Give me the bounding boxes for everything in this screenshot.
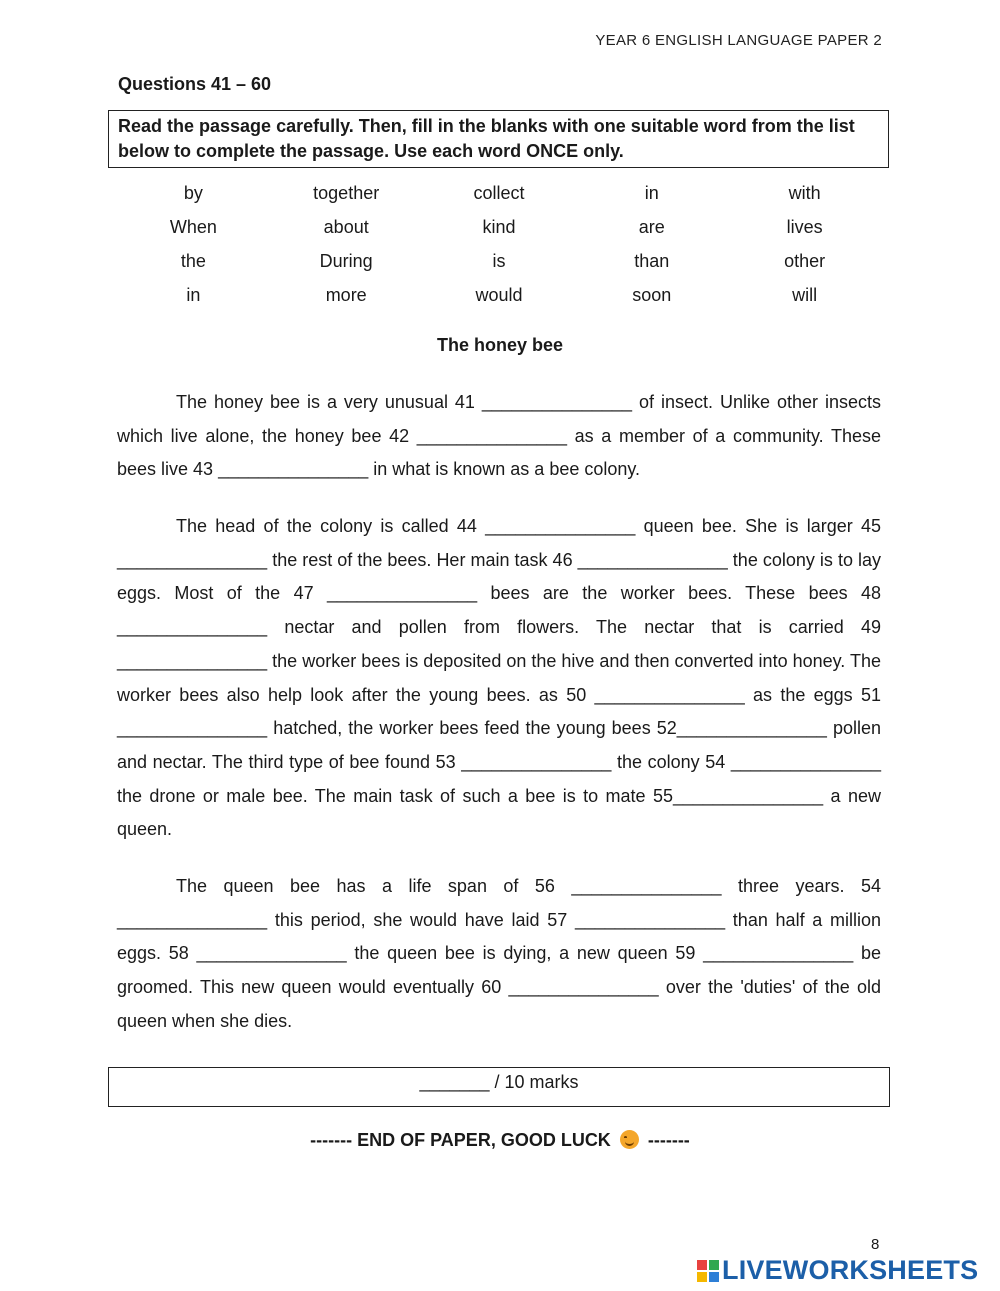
word-item: about — [323, 216, 369, 237]
word-list — [117, 176, 881, 312]
word-item: kind — [482, 216, 516, 237]
end-of-paper — [0, 1130, 1000, 1151]
word-row — [117, 176, 881, 210]
word-item: with — [788, 182, 821, 203]
word-item: other — [784, 250, 826, 271]
passage-title: The honey bee — [436, 335, 564, 355]
logo-text: LIVEWORKSHEETS — [722, 1255, 979, 1285]
passage-paragraph-2: The head of the colony is called 44 _______________ queen bee. She is larger 45 _______________ the rest of the bees. Her main task 46 _______________ the colony is to lay eggs. Most of the 47 _______________ bees are the worker bees. These bees 48 _______________ nectar and pollen from flowers. The nectar that is carried 49 _______________ the worker bees is deposited on the hive and then converted into honey. The worker bees also help look after the young bees. as 50 _______________ as the eggs 51 _______________ hatched, the worker bees feed the young bees 52_______________ pollen and nectar. The third type of bee found 53 _______________ the colony 54 _______________ the drone or male bee. The main task of such a bee is to mate 55_______________ a new queen. — [117, 516, 881, 840]
section-title: Questions 41 – 60 — [118, 74, 272, 94]
liveworksheets-logo — [697, 1255, 978, 1286]
word-item: During — [319, 250, 373, 271]
word-item: will — [792, 284, 818, 305]
word-item: by — [183, 182, 203, 203]
logo-icon — [697, 1260, 719, 1282]
word-item: than — [634, 250, 670, 271]
word-item: would — [475, 284, 523, 305]
word-item: the — [180, 250, 206, 271]
word-item: lives — [786, 216, 823, 237]
end-dashes: ------- — [647, 1130, 690, 1150]
page-number: 8 — [871, 1236, 880, 1253]
page-header: YEAR 6 ENGLISH LANGUAGE PAPER 2 — [595, 32, 882, 49]
word-row — [117, 210, 881, 244]
word-item: in — [186, 284, 201, 305]
passage-paragraph-3: The queen bee has a life span of 56 _______________ three years. 54 _______________ this period, she would have laid 57 _______________ than half a million eggs. 58 _______________ the queen bee is dying, a new queen 59 _______________ be groomed. This new queen would eventually 60 _______________ over the 'duties' of the old queen when she dies. — [117, 876, 881, 1031]
word-item: collect — [473, 182, 525, 203]
word-item: When — [169, 216, 217, 237]
word-row — [117, 244, 881, 278]
passage-paragraph-1: The honey bee is a very unusual 41 _______________ of insect. Unlike other insects which live alone, the honey bee 42 _______________ as a member of a community. These bees live 43 _______________ in what is known as a bee colony. — [117, 392, 881, 480]
word-item: soon — [632, 284, 672, 305]
word-item: are — [638, 216, 665, 237]
word-row — [117, 278, 881, 312]
smiley-icon — [620, 1130, 639, 1149]
word-item: in — [644, 182, 659, 203]
end-text: ------- END OF PAPER, GOOD LUCK — [310, 1130, 611, 1150]
word-item: together — [313, 182, 380, 203]
instruction-box: Read the passage carefully. Then, fill in the blanks with one suitable word from the list below to complete the passage. Use each word ONCE only. — [108, 110, 889, 168]
word-item: more — [325, 284, 367, 305]
marks-box: _______ / 10 marks — [108, 1067, 890, 1107]
word-item: is — [492, 250, 506, 271]
